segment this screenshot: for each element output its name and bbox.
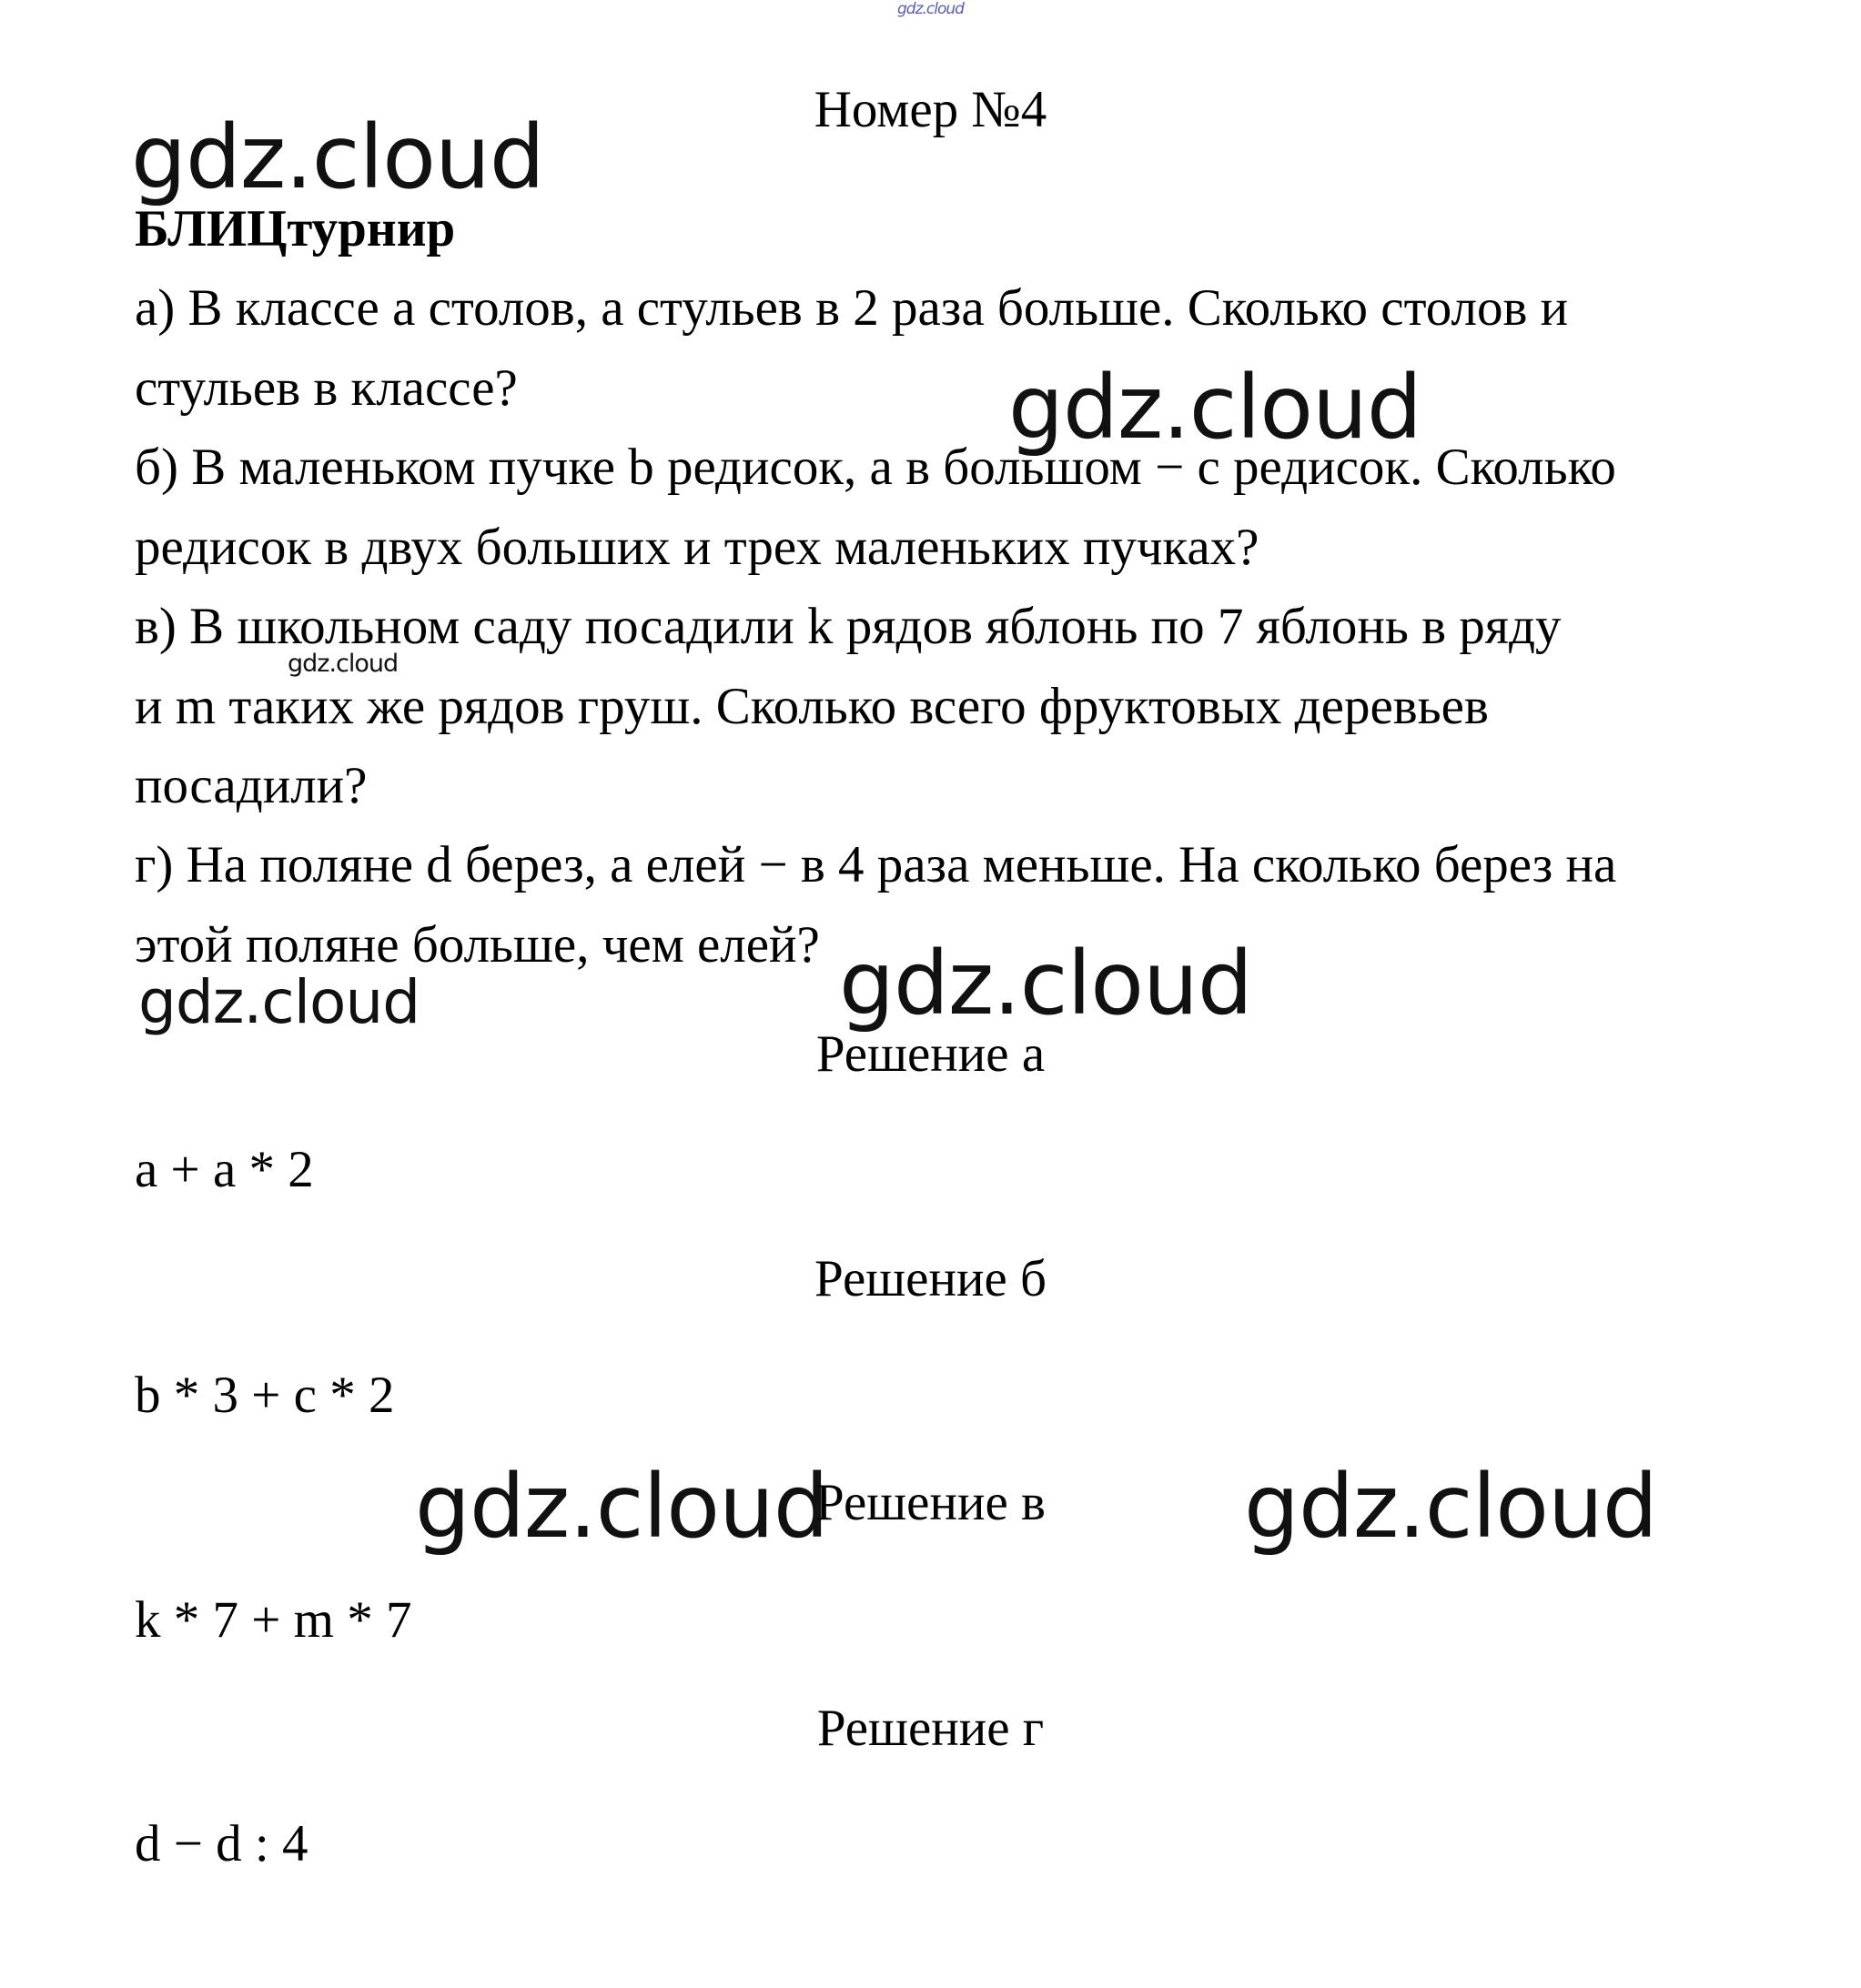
watermark-lower-left: gdz.cloud <box>415 1456 828 1558</box>
solution-v-heading: Решение в <box>815 1474 1046 1531</box>
watermark-mid-right: gdz.cloud <box>1008 357 1421 459</box>
watermark-top: gdz.cloud <box>897 0 964 18</box>
problem-g-line-1: г) На поляне d берез, а елей − в 4 раза меньше. На сколько берез на <box>135 836 1617 893</box>
section-subtitle: БЛИЦтурнир <box>135 200 456 257</box>
problem-v-line-2: и m таких же рядов груш. Сколько всего фруктовых деревьев <box>135 678 1489 735</box>
problem-b-line-1: б) В маленьком пучке b редисок, а в большом − с редисок. Сколько <box>135 439 1616 496</box>
solution-v-formula: k * 7 + m * 7 <box>135 1591 412 1649</box>
solution-g-formula: d − d : 4 <box>135 1815 308 1872</box>
watermark-small: gdz.cloud <box>288 650 399 678</box>
problem-b-line-2: редисок в двух больших и трех маленьких пучках? <box>135 519 1259 576</box>
solution-b-heading: Решение б <box>814 1250 1047 1307</box>
solution-a-heading: Решение а <box>815 1025 1046 1083</box>
solution-b-formula: b * 3 + c * 2 <box>135 1367 395 1424</box>
watermark-left-mid: gdz.cloud <box>138 967 420 1037</box>
watermark-lower-right: gdz.cloud <box>1244 1456 1657 1558</box>
problem-g-line-2: этой поляне больше, чем елей? <box>135 916 820 974</box>
solution-g-heading: Решение г <box>816 1700 1045 1757</box>
problem-a-line-1: а) В классе а столов, а стульев в 2 раза больше. Сколько столов и <box>135 279 1569 337</box>
watermark-header: gdz.cloud <box>131 106 544 208</box>
solution-a-formula: a + a * 2 <box>135 1141 314 1198</box>
page-title: Номер №4 <box>814 81 1047 138</box>
problem-v-line-1: в) В школьном саду посадили k рядов яблонь по 7 яблонь в ряду <box>135 598 1562 655</box>
problem-a-line-2: стульев в классе? <box>135 359 518 417</box>
problem-v-line-3: посадили? <box>135 757 368 814</box>
watermark-center-mid: gdz.cloud <box>839 933 1252 1034</box>
